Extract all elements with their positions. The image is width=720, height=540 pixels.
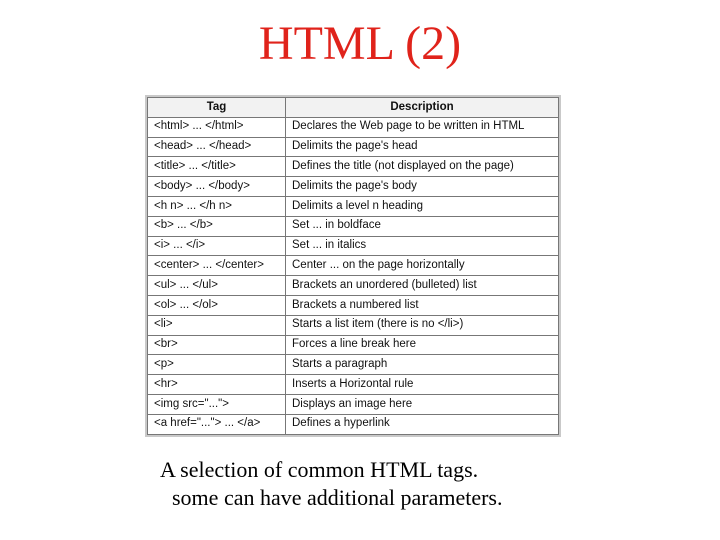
tag-cell: <center> ... </center> <box>148 256 286 276</box>
tag-cell: <i> ... </i> <box>148 236 286 256</box>
table-row <box>148 315 559 335</box>
table-row <box>148 335 559 355</box>
header-description: Description <box>286 98 559 118</box>
description-cell: Center ... on the page horizontally <box>286 256 559 276</box>
tag-cell: <ul> ... </ul> <box>148 276 286 296</box>
table-row <box>148 117 559 137</box>
caption-line-1: A selection of common HTML tags. <box>160 457 479 482</box>
table-row <box>148 276 559 296</box>
description-cell: Delimits a level n heading <box>286 196 559 216</box>
tag-table-container <box>145 95 561 437</box>
table-row <box>148 295 559 315</box>
table-row <box>148 236 559 256</box>
table-row <box>148 355 559 375</box>
description-cell: Inserts a Horizontal rule <box>286 375 559 395</box>
caption-line-2: some can have additional parameters. <box>172 485 503 510</box>
table-header-row <box>148 98 559 118</box>
tag-cell: <hr> <box>148 375 286 395</box>
table-row <box>148 196 559 216</box>
description-cell: Displays an image here <box>286 394 559 414</box>
description-cell: Defines the title (not displayed on the page) <box>286 157 559 177</box>
tag-cell: <img src="..."> <box>148 394 286 414</box>
table-row <box>148 256 559 276</box>
description-cell: Defines a hyperlink <box>286 414 559 434</box>
table-row <box>148 137 559 157</box>
table-row <box>148 375 559 395</box>
table-row <box>148 414 559 434</box>
tag-cell: <b> ... </b> <box>148 216 286 236</box>
table-row <box>148 394 559 414</box>
description-cell: Brackets a numbered list <box>286 295 559 315</box>
tag-cell: <body> ... </body> <box>148 177 286 197</box>
header-tag: Tag <box>148 98 286 118</box>
table-body <box>148 117 559 434</box>
html-tags-table <box>147 97 559 435</box>
description-cell: Set ... in boldface <box>286 216 559 236</box>
tag-cell: <a href="..."> ... </a> <box>148 414 286 434</box>
caption <box>160 456 502 512</box>
description-cell: Forces a line break here <box>286 335 559 355</box>
description-cell: Set ... in italics <box>286 236 559 256</box>
slide-title: HTML (2) <box>258 17 462 70</box>
tag-cell: <p> <box>148 355 286 375</box>
tag-cell: <br> <box>148 335 286 355</box>
description-cell: Brackets an unordered (bulleted) list <box>286 276 559 296</box>
description-cell: Delimits the page's body <box>286 177 559 197</box>
description-cell: Starts a list item (there is no </li>) <box>286 315 559 335</box>
tag-cell: <h n> ... </h n> <box>148 196 286 216</box>
description-cell: Starts a paragraph <box>286 355 559 375</box>
table-row <box>148 216 559 236</box>
description-cell: Delimits the page's head <box>286 137 559 157</box>
tag-cell: <html> ... </html> <box>148 117 286 137</box>
tag-cell: <head> ... </head> <box>148 137 286 157</box>
tag-cell: <ol> ... </ol> <box>148 295 286 315</box>
tag-cell: <li> <box>148 315 286 335</box>
description-cell: Declares the Web page to be written in HTML <box>286 117 559 137</box>
table-row <box>148 177 559 197</box>
table-row <box>148 157 559 177</box>
tag-cell: <title> ... </title> <box>148 157 286 177</box>
